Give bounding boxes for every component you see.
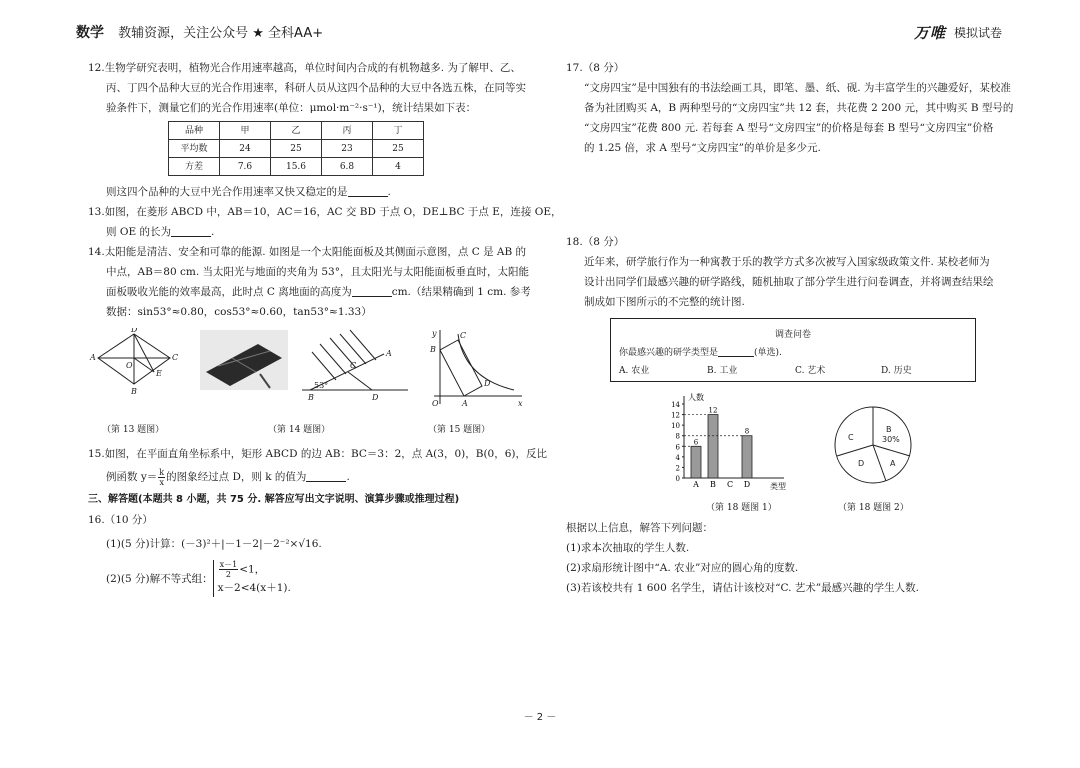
y-tick-label: 14 — [671, 401, 680, 409]
bar — [742, 436, 752, 478]
panel-label: C — [350, 361, 357, 370]
page-header-right — [914, 22, 1002, 43]
y-tick-label: 2 — [675, 464, 680, 473]
table-cell: 15.6 — [271, 158, 322, 176]
brand-logo: 万唯 — [913, 24, 946, 42]
q17-line: 的 1.25 倍，求 A 型号“文房四宝”的单价是多少元. — [584, 142, 821, 154]
rhombus-label: E — [156, 369, 162, 378]
q18-title: 18.（8 分） — [566, 236, 625, 248]
pie-slice-edge — [873, 445, 910, 456]
table-row — [169, 140, 424, 158]
right-column — [566, 58, 1014, 598]
q12-ask-text: 则这四个品种的大豆中光合作用速率又快又稳定的是 — [106, 186, 348, 198]
rhombus-label: B — [131, 387, 137, 396]
fraction-denominator: x — [159, 477, 164, 487]
q12-line: 12.生物学研究表明，植物光合作用速率越高，单位时间内合成的有机物越多. 为了解甲、乙、 — [88, 62, 521, 74]
table-row — [169, 122, 424, 140]
table-cell: 7.6 — [220, 158, 271, 176]
table-cell: 24 — [220, 140, 271, 158]
point-label: O — [432, 399, 439, 408]
table-cell: 6.8 — [322, 158, 373, 176]
q15-text: 的图象经过点 D，则 k 的值为 — [166, 471, 307, 483]
rhombus-figure — [88, 328, 188, 418]
q15-line: 15.如图，在平面直角坐标系中，矩形 ABCD 的边 AB：BC＝3：2，点 A(3，0)，B(0，6)，反比 — [88, 448, 548, 460]
q12-ask-end: . — [387, 186, 391, 198]
subject-label: 数学 — [76, 25, 104, 41]
table-cell: 25 — [271, 140, 322, 158]
fraction-numerator: k — [159, 467, 165, 477]
survey-option: C. 艺术 — [795, 366, 826, 376]
page-number: － 2 － — [523, 712, 557, 723]
bar-value-label: 12 — [708, 406, 718, 415]
y-tick-label: 6 — [675, 443, 680, 452]
figure-caption: （第 13 题图） — [102, 425, 165, 435]
panel-label: B — [308, 393, 314, 402]
survey-question — [619, 343, 782, 363]
x-tick-label: A — [693, 480, 699, 489]
table-row — [169, 158, 424, 176]
table-cell: 25 — [373, 140, 424, 158]
q18-ask: (3)若该校共有 1 600 名学生，请估计该校对“C. 艺术”最感兴趣的学生人数. — [566, 582, 920, 594]
q16-part2-label: (2)(5 分)解不等式组： — [106, 572, 213, 585]
q12-data-table — [168, 121, 424, 176]
angle-label: 53° — [314, 381, 329, 390]
q14-line — [88, 282, 531, 302]
q14-ask-text: 面板吸收光能的效率最高，此时点 C 离地面的高度为 — [106, 286, 352, 298]
fraction — [219, 560, 239, 579]
survey-option: D. 历史 — [881, 366, 912, 376]
q17-line: 备为社团购买 A，B 两种型号的“文房四宝”共 12 套，共花费 2 200 元，其中购买 B 型号的 — [584, 102, 1014, 114]
page-header-left — [76, 22, 323, 42]
inequality-text: <1， — [239, 563, 266, 576]
paper-type-label: 模拟试卷 — [953, 26, 1002, 40]
table-cell: 乙 — [271, 122, 322, 140]
answer-blank — [171, 224, 211, 237]
q17-line: “文房四宝”花费 800 元. 若每套 A 型号“文房四宝”的价格是每套 B 型号“文房四宝”价格 — [584, 122, 994, 134]
table-cell: 品种 — [169, 122, 220, 140]
rhombus-label: D — [131, 328, 138, 334]
table-cell: 丁 — [373, 122, 424, 140]
q14-line: 14.太阳能是清洁、安全和可靠的能源. 如图是一个太阳能面板及其侧面示意图，点 C 是 AB 的 — [88, 246, 527, 258]
fraction-numerator: x－1 — [219, 560, 238, 569]
panel-label: D — [372, 393, 379, 402]
y-tick-label: 8 — [675, 432, 680, 441]
table-cell: 甲 — [220, 122, 271, 140]
answer-blank — [348, 184, 388, 197]
point-label: B — [430, 345, 436, 354]
q12-line: 丙、丁四个品种大豆的光合作用速率，科研人员从这四个品种的大豆中各选五株，在同等实 — [106, 82, 526, 94]
q13-ask-end: . — [210, 226, 215, 238]
survey-title: 调查问卷 — [774, 330, 811, 340]
chart-caption-row — [566, 498, 996, 518]
pie-slice-label: C — [848, 433, 854, 442]
answer-blank — [718, 346, 754, 357]
rhombus-label: C — [172, 353, 179, 362]
solar-panel-image — [200, 330, 288, 390]
survey-option: A. 农业 — [619, 366, 650, 376]
survey-question-end: (单选). — [754, 348, 782, 358]
y-tick-label: 0 — [675, 475, 680, 483]
q12-question — [88, 182, 528, 202]
q13-line: 13.如图，在菱形 ABCD 中，AB＝10，AC＝16，AC 交 BD 于点 O，DE⊥BC 于点 E，连接 OE， — [88, 206, 562, 218]
survey-option: B. 工业 — [707, 366, 738, 376]
q18-ask: (1)求本次抽取的学生人数. — [566, 542, 690, 554]
rhombus-label: O — [126, 361, 133, 370]
bar — [708, 415, 718, 478]
chart-row — [566, 390, 996, 498]
survey-box — [610, 318, 976, 382]
x-tick-label: D — [743, 480, 751, 489]
x-tick-label: C — [726, 480, 734, 489]
panel-label: A — [386, 349, 392, 358]
figure-caption: （第 15 题图） — [428, 425, 491, 435]
q18-line: 制成如下图所示的不完整的统计图. — [584, 296, 745, 308]
q14-ask-end: cm.（结果精确到 1 cm. 参考 — [391, 286, 531, 298]
answer-blank — [352, 284, 392, 297]
table-cell: 4 — [373, 158, 424, 176]
section-heading: 三、解答题(本题共 8 小题，共 75 分. 解答应写出文字说明、演算步骤或推理过程) — [88, 494, 460, 505]
y-axis-label: 人数 — [688, 393, 704, 402]
answer-blank — [306, 469, 346, 482]
header-slogan: 教辅资源，关注公众号 ★ 全科AA+ — [118, 26, 324, 41]
q13-ask-text: 则 OE 的长为 — [106, 226, 171, 238]
figure-row — [88, 328, 528, 420]
table-cell: 方差 — [169, 158, 220, 176]
q18-ask: (2)求扇形统计图中“A. 农业”对应的圆心角的度数. — [566, 562, 799, 574]
rhombus-label: A — [90, 353, 96, 362]
figure-caption: （第 18 题图 2） — [838, 503, 909, 513]
q18-ask-intro: 根据以上信息，解答下列问题： — [566, 522, 713, 534]
solar-panel-photo — [200, 330, 288, 390]
y-tick-label: 12 — [671, 411, 680, 420]
q17-title: 17.（8 分） — [566, 62, 625, 74]
figure-caption: （第 14 题图） — [268, 425, 331, 435]
q16-part2 — [88, 560, 528, 597]
bar-value-label: 8 — [744, 427, 750, 436]
figure-caption: （第 18 题图 1） — [706, 503, 777, 513]
left-column — [88, 58, 562, 597]
x-tick-label: B — [710, 480, 716, 489]
axis-label: y — [432, 329, 437, 338]
q16-part1: (1)(5 分)计算：(－3)²＋|－1－2|－2⁻²×√16. — [106, 538, 322, 550]
panel-side-diagram — [300, 328, 410, 418]
pie-slice-edge — [837, 445, 873, 456]
inequality-system — [213, 560, 291, 597]
y-tick-label: 10 — [671, 422, 680, 431]
q12-line: 验条件下，测量它们的光合作用速率(单位：μmol·m⁻²·s⁻¹)，统计结果如下表： — [106, 102, 477, 114]
point-label: A — [462, 399, 468, 408]
q15-text: 例函数 y＝ — [106, 471, 158, 483]
table-cell: 平均数 — [169, 140, 220, 158]
caption-row — [88, 420, 528, 438]
x-axis-label: 类型 — [770, 482, 786, 491]
pie-slice-label: A — [890, 459, 896, 468]
q18-line: 近年来，研学旅行作为一种寓教于乐的教学方式多次被写入国家级政策文件. 某校老师为 — [584, 256, 990, 268]
coordinate-figure — [418, 328, 528, 418]
q13-question — [88, 222, 528, 242]
fraction — [158, 468, 165, 487]
fraction-denominator: 2 — [225, 570, 231, 579]
point-label: D — [484, 379, 491, 388]
q15-question — [88, 464, 528, 490]
q17-line: “文房四宝”是中国独有的书法绘画工具，即笔、墨、纸、砚. 为丰富学生的兴趣爱好，某校准 — [584, 82, 1011, 94]
pie-slice-value: 30% — [882, 435, 900, 444]
inequality-2: x－2<4(x＋1). — [217, 582, 291, 594]
bar-chart — [662, 390, 812, 498]
inequality-1 — [218, 560, 291, 579]
table-cell: 丙 — [322, 122, 373, 140]
bar-value-label: 6 — [693, 438, 699, 447]
pie-slice-label: D — [858, 459, 865, 468]
survey-question-text: 你最感兴趣的研学类型是 — [619, 348, 719, 358]
q14-line: 数据：sin53°≈0.80，cos53°≈0.60，tan53°≈1.33） — [106, 306, 372, 318]
pie-chart — [828, 400, 918, 490]
table-cell: 23 — [322, 140, 373, 158]
q18-line: 设计出同学们最感兴趣的研学路线，随机抽取了部分学生进行问卷调查，并将调查结果绘 — [584, 276, 994, 288]
axis-label: x — [518, 399, 523, 408]
point-label: C — [460, 331, 467, 340]
y-tick-label: 4 — [675, 453, 680, 462]
q16-title: 16.（10 分） — [88, 514, 153, 526]
pie-slice-edge — [873, 445, 886, 481]
q14-line: 中点，AB＝80 cm. 当太阳光与地面的夹角为 53°，且太阳光与太阳能面板垂直时，太阳能 — [106, 266, 529, 278]
bar — [691, 446, 701, 478]
pie-slice-label: B — [886, 425, 892, 434]
q15-ask-end: . — [346, 471, 350, 483]
